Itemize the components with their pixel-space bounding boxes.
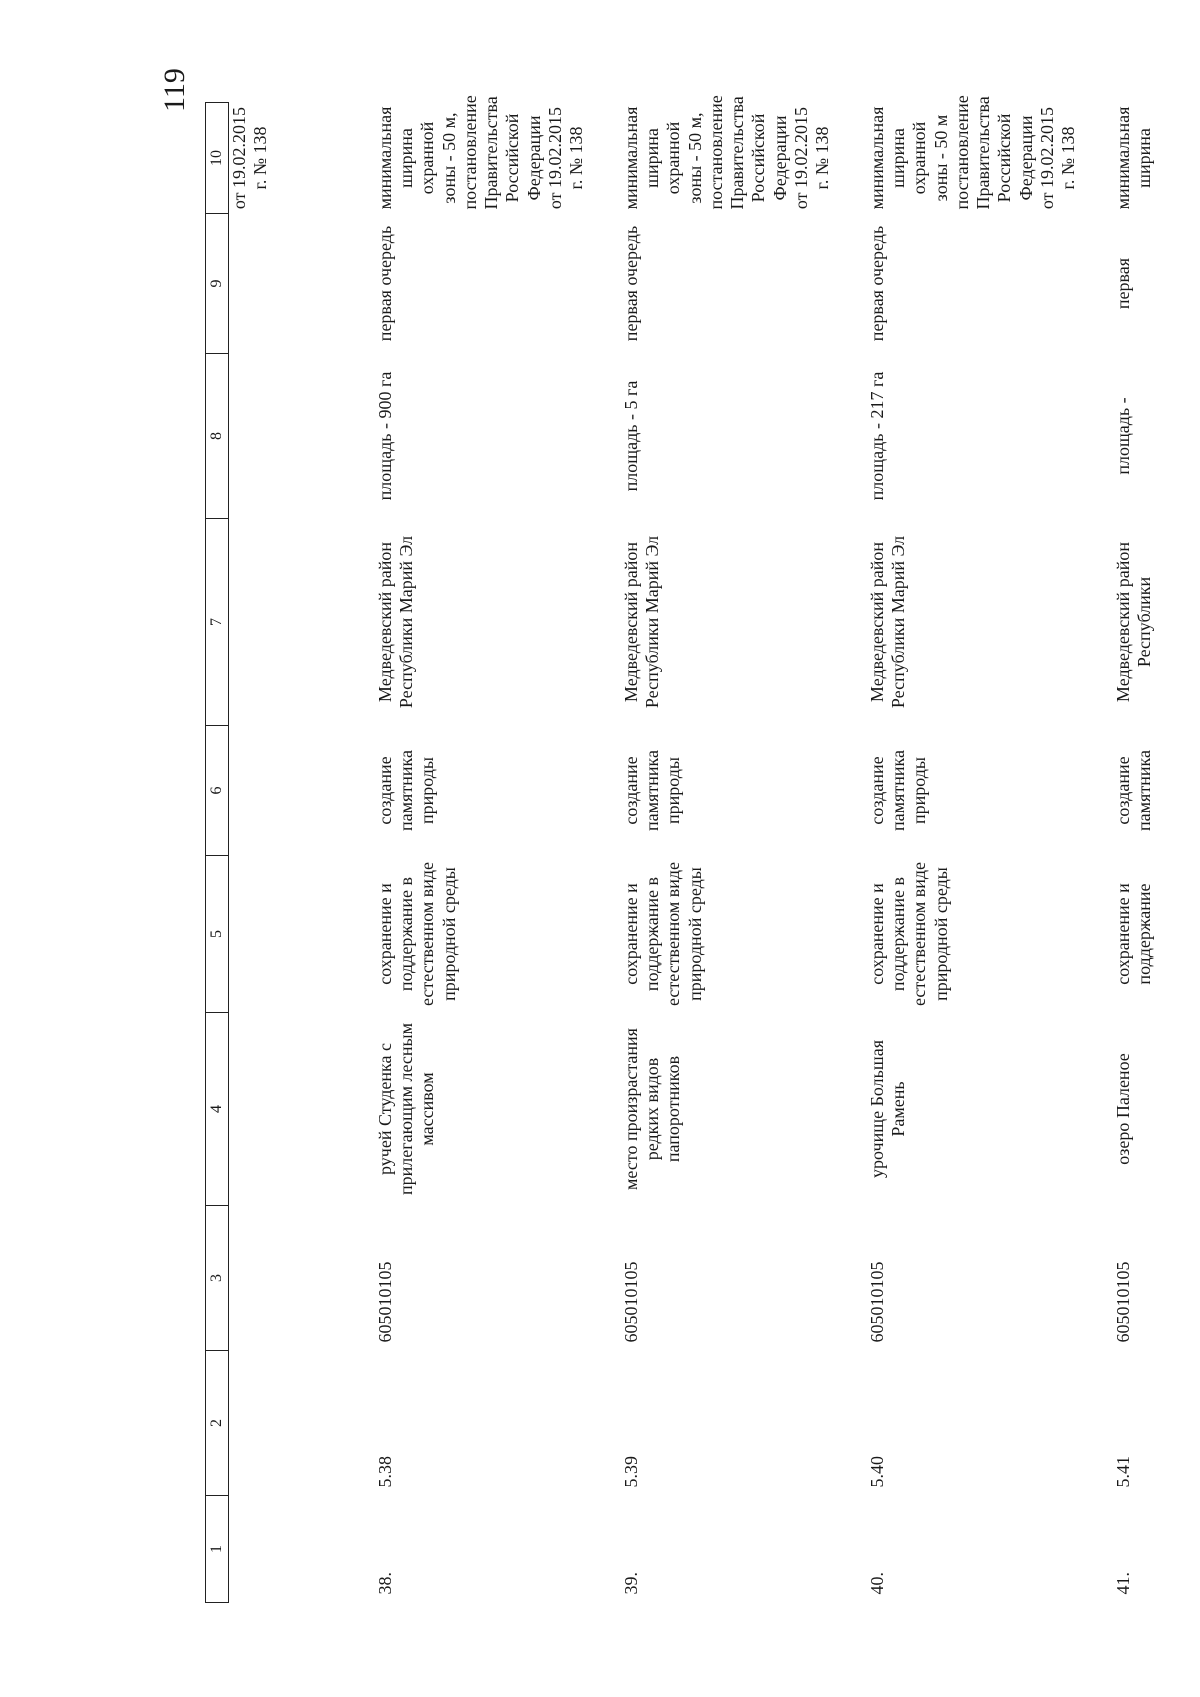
- row-name: урочище Большая Рамень: [867, 1040, 909, 1178]
- row-purpose: сохранение и поддержание в естественном виде природной среды: [375, 861, 459, 1007]
- row-location: Медведевский район Республики Марий Эл: [867, 535, 909, 709]
- row-okato: 605010105: [621, 1261, 641, 1343]
- header-cell: 8: [206, 354, 229, 519]
- row-priority: первая очередь: [867, 225, 887, 342]
- row-area: площадь - 900 га: [375, 371, 395, 501]
- header-cell: 2: [206, 1351, 229, 1496]
- row-priority: первая очередь: [621, 225, 641, 342]
- row-code: 5.41: [1113, 1456, 1133, 1488]
- row-note: минимальная ширина охранной зоны - 50 м, постановление Правительства Российской Федерации от 19.02.2015 г. № 138: [375, 95, 587, 210]
- table-row: [861, 103, 1107, 1603]
- row-note: минимальная ширина охранной зоны - 50 м постановление Правительства Российской Федерации от 19.02.2015 г. № 138: [867, 95, 1079, 210]
- row-action: создание памятника природы: [375, 750, 438, 831]
- row-okato: 605010105: [867, 1261, 887, 1343]
- continuation-note: от 19.02.2015 г. № 138: [229, 106, 271, 210]
- table-row: [615, 103, 861, 1603]
- row-action: создание памятника природы: [621, 750, 684, 831]
- row-location: Медведевский район Республики Марий Эл: [375, 535, 417, 709]
- row-note: минимальная ширина: [1113, 106, 1155, 210]
- table-row: [1107, 103, 1200, 1603]
- row-note: минимальная ширина охранной зоны - 50 м, постановление Правительства Российской Федерации от 19.02.2015 г. № 138: [621, 95, 833, 210]
- row-action: создание памятника: [1113, 750, 1155, 831]
- row-purpose: сохранение и поддержание в естественном виде природной среды: [867, 861, 951, 1007]
- row-location: Медведевский район Республики Марий Эл: [621, 535, 663, 709]
- header-cell: 7: [206, 519, 229, 726]
- row-code: 5.40: [867, 1456, 887, 1488]
- row-number: 41.: [1113, 1572, 1133, 1595]
- row-number: 40.: [867, 1572, 887, 1595]
- row-area: площадь -: [1113, 397, 1133, 475]
- row-location: Медведевский район Республики: [1113, 541, 1155, 703]
- header-cell: 9: [206, 214, 229, 354]
- row-area: площадь - 5 га: [621, 380, 641, 492]
- row-okato: 605010105: [1113, 1261, 1133, 1343]
- row-okato: 605010105: [375, 1261, 395, 1343]
- row-number: 39.: [621, 1572, 641, 1595]
- row-priority: первая: [1113, 257, 1133, 310]
- row-priority: первая очередь: [375, 225, 395, 342]
- header-cell: 3: [206, 1206, 229, 1351]
- row-name: место произрастания редких видов папоротников: [621, 1028, 684, 1190]
- header-cell: 6: [206, 726, 229, 856]
- row-area: площадь - 217 га: [867, 371, 887, 501]
- row-purpose: сохранение и поддержание: [1113, 883, 1155, 985]
- row-name: ручей Студенка с прилегающим лесным массивом: [375, 1023, 438, 1195]
- rotated-table-stage: [205, 95, 1200, 1603]
- header-cell: 4: [206, 1013, 229, 1206]
- row-name: озеро Паленое: [1113, 1053, 1133, 1165]
- header-cell: 10: [206, 103, 229, 214]
- page-number: 119: [158, 68, 191, 112]
- header-row: [206, 103, 229, 1603]
- header-cell: 1: [206, 1496, 229, 1603]
- row-code: 5.38: [375, 1456, 395, 1488]
- row-action: создание памятника природы: [867, 750, 930, 831]
- header-cell: 5: [206, 856, 229, 1013]
- continuation-row: [229, 103, 370, 1603]
- protected-areas-table: [205, 95, 1200, 1603]
- row-number: 38.: [375, 1572, 395, 1595]
- row-code: 5.39: [621, 1456, 641, 1488]
- row-purpose: сохранение и поддержание в естественном виде природной среды: [621, 861, 705, 1007]
- table-row: [369, 103, 615, 1603]
